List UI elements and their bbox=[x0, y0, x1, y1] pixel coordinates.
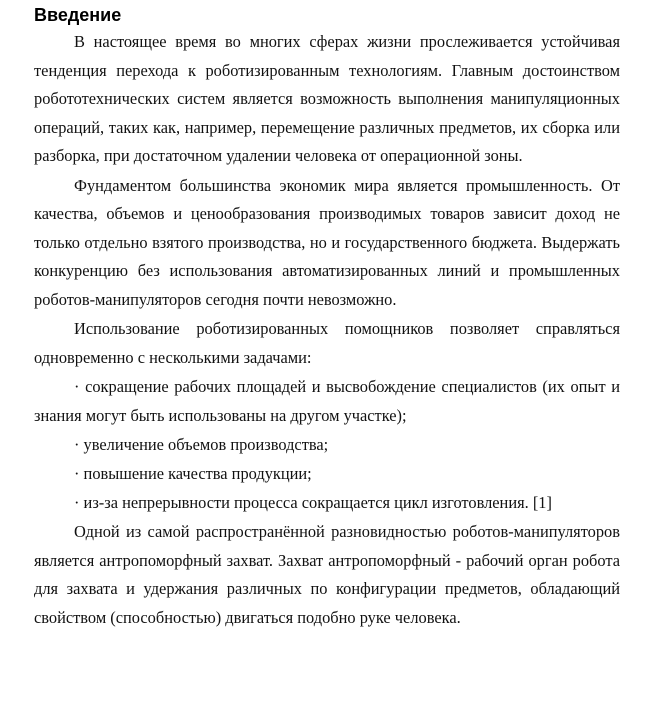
intro-paragraph: В настоящее время во многих сферах жизни прослеживается устойчивая тенденция перехода к роботизированным технологиям. Главным достоинством робототехнических систем является возможность выполнения манипуляционных операций, таких как, например, перемещение различных предметов, их сборка или разборка, при достаточном удалении человека от операционной зоны. bbox=[34, 32, 620, 166]
bullet-item: · из-за непрерывности процесса сокращается цикл изготовления. [1] bbox=[74, 493, 552, 513]
gripper-paragraph: Одной из самой распространённой разновидностью роботов-манипуляторов является антропоморфный захват. Захват антропоморфный - рабочий орган робота для захвата и удержания различных по конфигурации предметов, обладающий свойством (способностью) двигаться подобно руке человека. bbox=[34, 522, 620, 628]
section-heading: Введение bbox=[34, 5, 122, 25]
bullet-item: · увеличение объемов производства; bbox=[74, 434, 329, 454]
industry-paragraph: Фундаментом большинства экономик мира является промышленность. От качества, объемов и ценообразования производимых товаров зависит доход не только отдельно взятого производства, но и государственного бюджета. Выдержать конкуренцию без использования автоматизированных линий и промышленных роботов-манипуляторов сегодня почти невозможно. bbox=[34, 175, 620, 309]
bullet-item: · повышение качества продукции; bbox=[74, 463, 312, 483]
document-page bbox=[34, 0, 620, 633]
tasks-intro-paragraph: Использование роботизированных помощников позволяет справляться одновременно с несколькими задачами: bbox=[34, 319, 620, 367]
bullet-item: · сокращение рабочих площадей и высвобождение специалистов (их опыт и знания могут быть использованы на другом участке); bbox=[34, 376, 620, 425]
